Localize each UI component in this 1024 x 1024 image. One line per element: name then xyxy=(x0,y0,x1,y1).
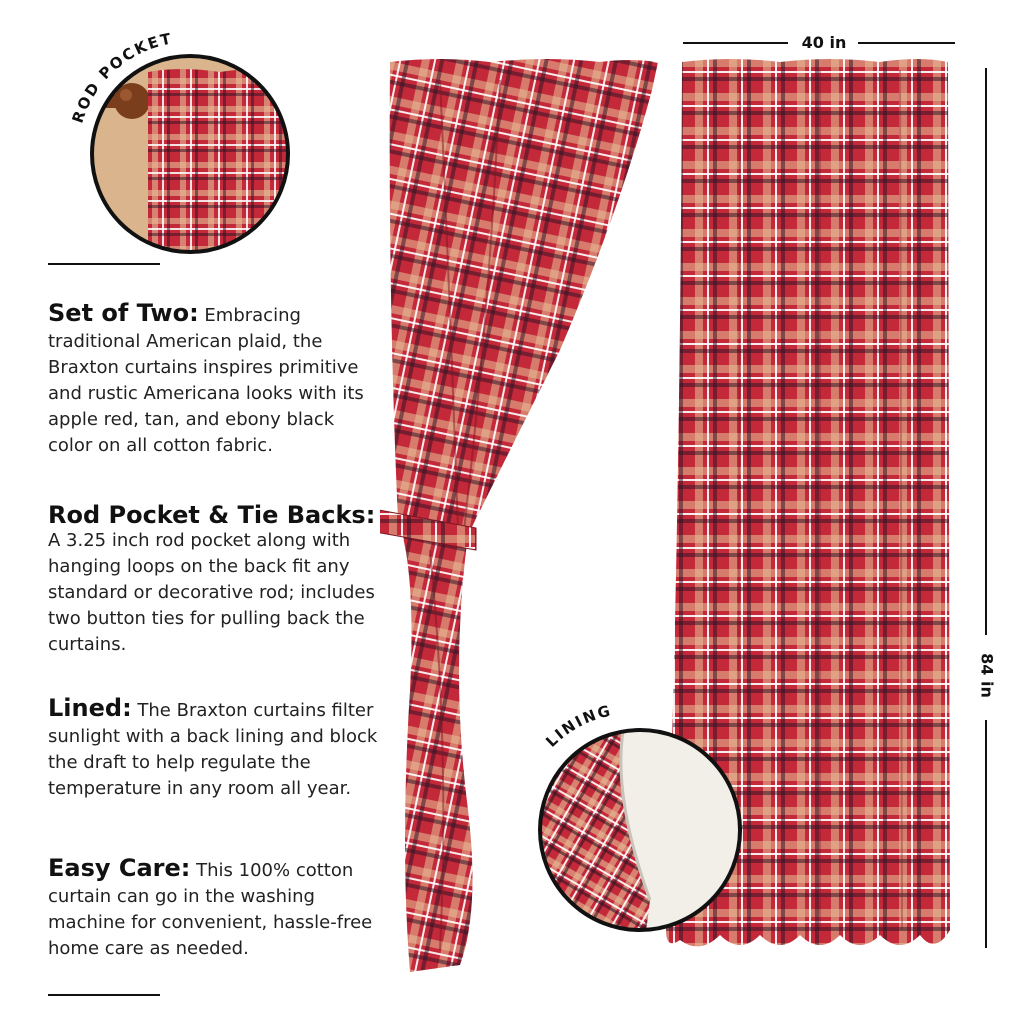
feature-body: This 100% cotton curtain can go in the washing machine for convenient, hassle-free home care as needed. xyxy=(48,860,373,959)
feature-title: Easy Care: xyxy=(48,854,191,882)
rod-pocket-callout xyxy=(60,14,310,254)
feature-body: Embracing traditional American plaid, the Braxton curtains inspires primitive and rustic Americana looks with its apple red, tan, and ebony black color on all cotton fabric. xyxy=(48,305,364,456)
length-dimension-label: 84 in xyxy=(977,653,997,698)
width-dimension-label: 40 in xyxy=(797,33,851,52)
length-dimension-line-top xyxy=(985,68,987,635)
lining-label: LINING xyxy=(542,701,614,751)
feature-title: Set of Two: xyxy=(48,299,199,327)
width-dimension-line-left xyxy=(683,42,788,44)
feature-set-of-two xyxy=(48,300,378,459)
feature-title: Rod Pocket & Tie Backs: xyxy=(48,501,376,529)
length-dimension-line-bottom xyxy=(985,720,987,948)
bottom-divider xyxy=(48,994,160,996)
width-dimension-line-right xyxy=(858,42,955,44)
rod-pocket-label: ROD POCKET xyxy=(68,29,175,126)
rod-pocket-fabric xyxy=(148,69,296,254)
feature-lined xyxy=(48,695,378,802)
feature-body: The Braxton curtains filter sunlight with a back lining and block the draft to help regulate the temperature in any room all year. xyxy=(48,700,378,799)
feature-easy-care xyxy=(48,855,378,962)
feature-title: Lined: xyxy=(48,694,132,722)
top-divider xyxy=(48,263,160,265)
feature-body: A 3.25 inch rod pocket along with hanging loops on the back fit any standard or decorative rod; includes two button ties for pulling back the curtains. xyxy=(48,530,375,655)
feature-rod-pocket-tie-backs xyxy=(48,502,378,658)
lining-callout xyxy=(530,700,750,940)
